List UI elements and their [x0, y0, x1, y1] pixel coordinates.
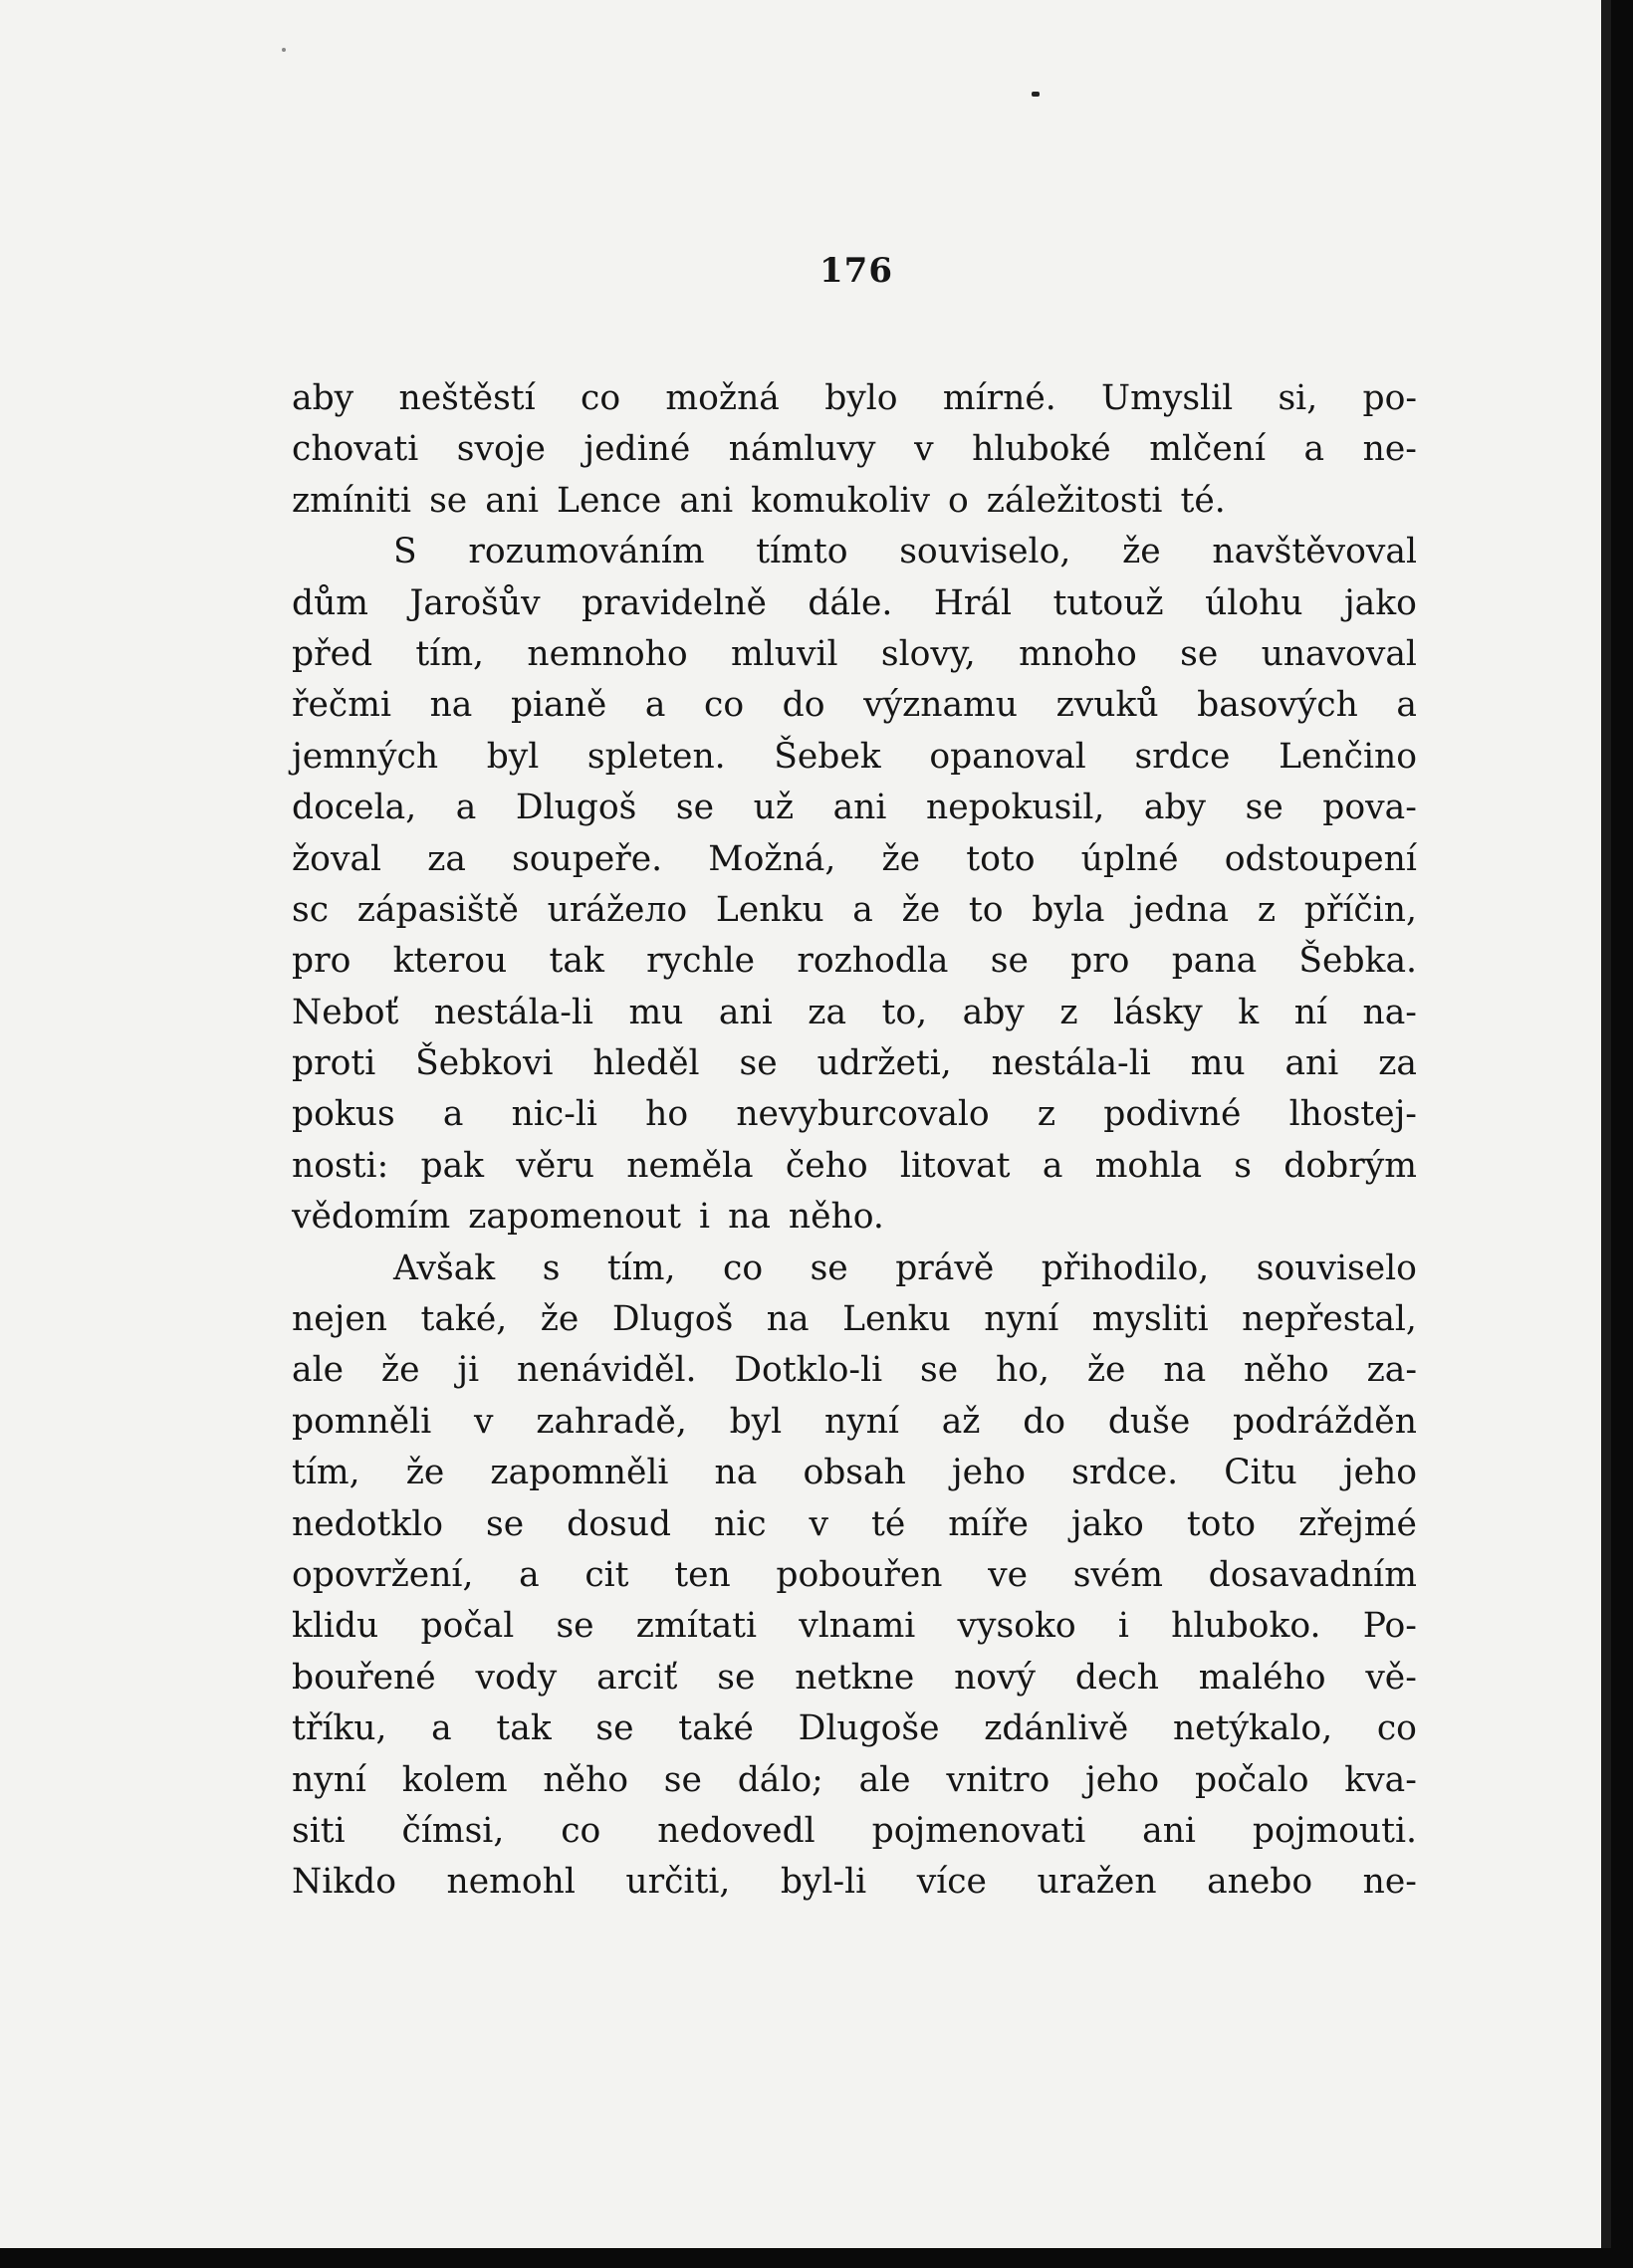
scan-border-bottom	[0, 2248, 1633, 2268]
text-line: vědomím zapomenout i na něho.	[292, 1197, 884, 1238]
text-line: dům Jarošův pravidelně dále. Hrál tutouž úlohu jako	[292, 582, 1417, 623]
text-line: nejen také, že Dlugoš na Lenku nyní mysliti nepřestal,	[292, 1299, 1417, 1340]
text-line: tříku, a tak se také Dlugoše zdánlivě netýkalo, co	[292, 1708, 1417, 1749]
text-line: sc zápasiště urážело Lenku a že to byla jedna z příčin,	[292, 889, 1417, 930]
scan-border-right	[1611, 0, 1633, 2268]
text-line: Neboť nestála-li mu ani za to, aby z lásky k ní na-	[292, 992, 1417, 1032]
scan-speck	[1032, 92, 1040, 97]
text-line: klidu počal se zmítati vlnami vysoko i hluboko. Po-	[292, 1606, 1417, 1647]
text-line: nedotklo se dosud nic v té míře jako toto zřejmé	[292, 1503, 1417, 1544]
text-line: před tím, nemnoho mluvil slovy, mnoho se unavoval	[292, 633, 1417, 674]
text-line: ale že ji nenáviděl. Dotklo-li se ho, že na něho za-	[292, 1350, 1417, 1391]
text-line: docela, a Dlugoš se už ani nepokusil, aby se pova-	[292, 788, 1417, 828]
text-line: chovati svoje jediné námluvy v hluboké mlčení a ne-	[292, 429, 1417, 470]
text-line: nyní kolem něho se dálo; ale vnitro jeho počalo kva-	[292, 1759, 1417, 1800]
text-line: žoval za soupeře. Možná, že toto úplné odstoupení	[292, 838, 1417, 879]
text-line: tím, že zapomněli na obsah jeho srdce. Citu jeho	[292, 1453, 1417, 1493]
text-line: pokus a nic-li ho nevyburcovalo z podivné lhostej-	[292, 1094, 1417, 1135]
text-line: pomněli v zahradě, byl nyní až do duše podrážděn	[292, 1401, 1417, 1442]
scan-speck	[282, 48, 286, 52]
text-line: S rozumováním tímto souviselo, že navštěvoval	[393, 532, 1417, 572]
text-line: proti Šebkovi hleděl se udržeti, nestála-li mu ani za	[292, 1043, 1417, 1084]
text-line: aby neštěstí co možná bylo mírné. Umyslil si, po-	[292, 378, 1417, 418]
text-line: siti čímsi, co nedovedl pojmenovati ani pojmouti.	[292, 1810, 1417, 1851]
text-line: řečmi na pianě a co do významu zvuků basových a	[292, 685, 1417, 726]
text-line: Nikdo nemohl určiti, byl-li více uražen anebo ne-	[292, 1862, 1417, 1903]
text-line: opovržení, a cit ten pobouřen ve svém dosavadním	[292, 1554, 1417, 1595]
text-line: Avšak s tím, co se právě přihodilo, souviselo	[393, 1247, 1417, 1288]
text-line: zmíniti se ani Lence ani komukoliv o záležitosti té.	[292, 480, 1226, 521]
text-line: bouřené vody arciť se netkne nový dech malého vě-	[292, 1657, 1417, 1698]
body-text	[292, 373, 1417, 1909]
text-line: pro kterou tak rychle rozhodla se pro pana Šebka.	[292, 941, 1417, 982]
text-line: nosti: pak věru neměla čeho litovat a mohla s dobrým	[292, 1145, 1417, 1186]
text-line: jemných byl spleten. Šebek opanoval srdce Lenčino	[292, 736, 1417, 777]
page-number: 176	[819, 251, 893, 291]
